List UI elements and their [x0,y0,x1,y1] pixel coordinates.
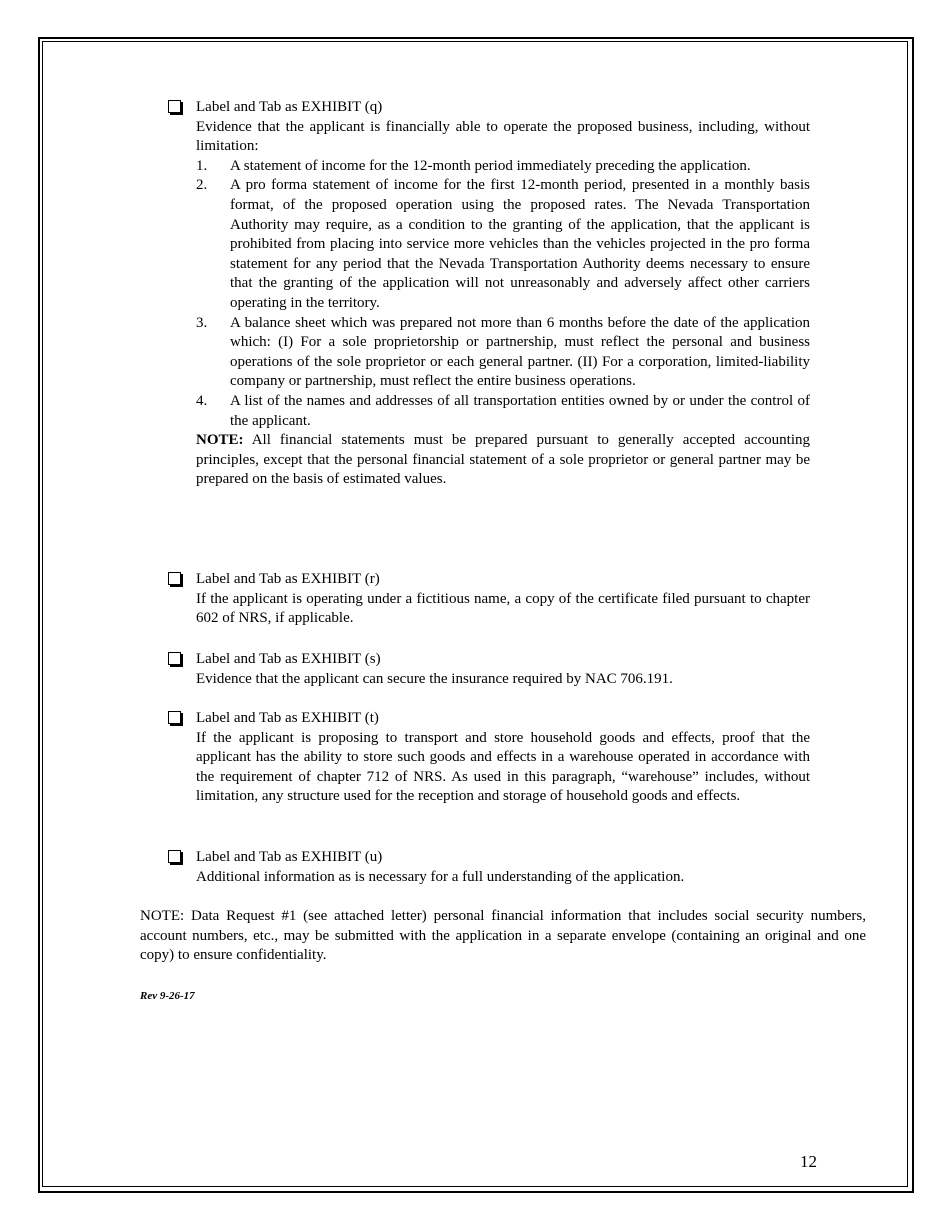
exhibit-t [168,709,810,807]
list-item [196,392,810,431]
list-item-number: 3. [196,314,208,331]
exhibit-t-body [168,729,810,807]
exhibit-r-text: If the applicant is operating under a fictitious name, a copy of the certificate filed pursuant to chapter 602 of NRS, if applicable. [196,590,810,627]
exhibit-t-label: Label and Tab as EXHIBIT (t) [196,710,379,726]
list-item-text: A balance sheet which was prepared not more than 6 months before the date of the application which: (I) For a sole proprietorship or partnership, must reflect the personal and business operations of the sole proprietor or each general partner. (II) For a corporation, limited-liability company or partnership, must reflect the entire business operations. [230,314,810,390]
list-item-text: A statement of income for the 12-month period immediately preceding the application. [230,157,751,174]
exhibit-r-label: Label and Tab as EXHIBIT (r) [196,571,380,587]
exhibit-u-text: Additional information as is necessary for a full understanding of the application. [196,868,685,885]
exhibit-s-header [168,650,810,670]
exhibit-q-label: Label and Tab as EXHIBIT (q) [196,99,383,115]
list-item-text: A pro forma statement of income for the first 12-month period, presented in a monthly basis format, of the proposed operation using the proposed rates. The Nevada Transportation Authority may require, as a condition to the granting of the application, that the applicant is prohibited from placing into service more vehicles than the vehicles projected in the pro forma statement for any period that the Nevada Transportation Authority deems necessary to ensure that the granting of the application will not unreasonably and adversely affect other carriers operating in the territory. [230,177,810,311]
note-label: NOTE: [196,432,244,449]
exhibit-r-header [168,570,810,590]
checkbox-exhibit-q[interactable] [168,100,181,113]
exhibit-u-header [168,848,810,868]
exhibit-s-label: Label and Tab as EXHIBIT (s) [196,651,381,667]
exhibit-u-body [168,868,810,888]
list-item [196,314,810,392]
list-item-number: 2. [196,177,208,194]
revision-label: Rev 9-26-17 [140,990,195,1002]
exhibit-q-list [196,157,810,431]
exhibit-t-header [168,709,810,729]
exhibit-q-header [168,98,810,118]
checkbox-exhibit-t[interactable] [168,711,181,724]
exhibit-u [168,848,810,887]
exhibit-q-intro: Evidence that the applicant is financially able to operate the proposed business, including, without limitation: [196,118,810,155]
exhibit-s [168,650,810,689]
page-number: 12 [800,1152,817,1171]
exhibit-t-text: If the applicant is proposing to transport and store household goods and effects, proof that the applicant has the ability to store such goods and effects in a warehouse operated in accordance with the requirement of chapter 712 of NRS. As used in this paragraph, “warehouse” includes, without limitation, any structure used for the reception and storage of household goods and effects. [196,729,810,805]
exhibit-s-text: Evidence that the applicant can secure the insurance required by NAC 706.191. [196,670,673,687]
list-item-number: 1. [196,157,208,174]
list-item [196,157,810,177]
exhibit-q-body [168,118,810,490]
checkbox-exhibit-s[interactable] [168,652,181,665]
list-item [196,176,810,313]
note-text: All financial statements must be prepared pursuant to generally accepted accounting principles, except that the personal financial statement of a sole proprietor or general partner may be prepared on the basis of estimated values. [196,432,810,488]
exhibit-q-note [196,431,810,490]
confidentiality-note: NOTE: Data Request #1 (see attached letter) personal financial information that includes social security numbers, account numbers, etc., may be submitted with the application in a separate envelope (containing an original and one copy) to ensure confidentiality. [140,908,866,964]
list-item-number: 4. [196,392,208,409]
list-item-text: A list of the names and addresses of all transportation entities owned by or under the control of the applicant. [230,392,810,429]
exhibit-r-body [168,590,810,629]
exhibit-q [168,98,810,490]
checkbox-exhibit-u[interactable] [168,850,181,863]
exhibit-s-body [168,670,810,690]
exhibit-r [168,570,810,629]
checkbox-exhibit-r[interactable] [168,572,181,585]
exhibit-u-label: Label and Tab as EXHIBIT (u) [196,849,383,865]
